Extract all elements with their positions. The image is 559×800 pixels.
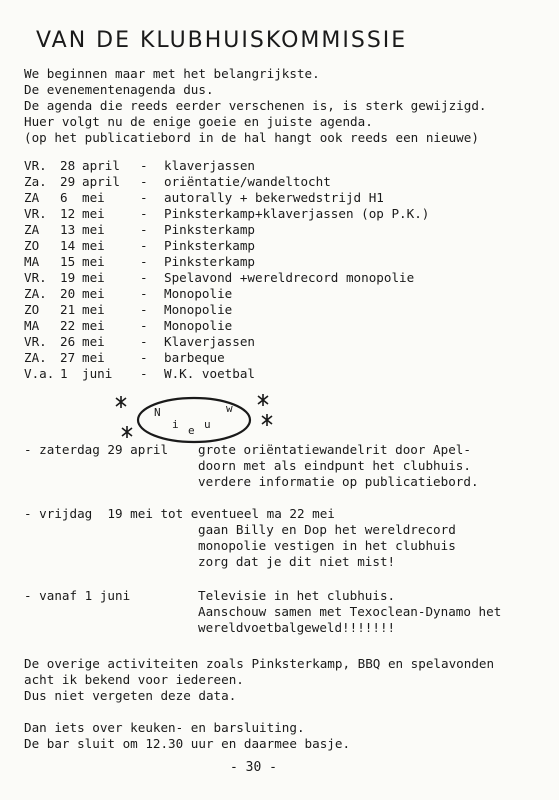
news-label: - vrijdag 19 mei tot eventueel ma 22 mei [24,506,335,521]
agenda-month: mei [82,334,105,349]
agenda-date: 1 [60,366,68,381]
agenda-activity: Pinksterkamp [164,222,255,237]
agenda-month: mei [82,350,105,365]
closing-line: De overige activiteiten zoals Pinksterkamp, BBQ en spelavonden [24,656,495,671]
agenda-date: 13 [60,222,76,237]
agenda-activity: Spelavond +wereldrecord monopolie [164,270,415,285]
agenda-dash: - [140,286,148,301]
agenda-day: ZA. [24,286,47,301]
agenda-dash: - [140,238,148,253]
agenda-day: ZA. [24,350,47,365]
agenda-activity: oriëntatie/wandeltocht [164,174,331,189]
agenda-month: april [82,158,120,173]
agenda-activity: Monopolie [164,302,233,317]
agenda-dash: - [140,206,148,221]
agenda-dash: - [140,302,148,317]
agenda-month: mei [82,318,105,333]
agenda-date: 29 [60,174,76,189]
stamp-letter: N [154,406,161,419]
agenda-day: MA [24,318,40,333]
agenda-dash: - [140,334,148,349]
agenda-dash: - [140,254,148,269]
stamp-letter: e [188,424,195,437]
agenda-dash: - [140,366,148,381]
agenda-month: mei [82,190,105,205]
agenda-activity: Pinksterkamp+klaverjassen (op P.K.) [164,206,430,221]
intro-line: De evenementenagenda dus. [24,82,214,97]
intro-line: We beginnen maar met het belangrijkste. [24,66,320,81]
agenda-dash: - [140,222,148,237]
agenda-date: 12 [60,206,76,221]
agenda-activity: W.K. voetbal [164,366,255,381]
stamp-letter: i [172,418,179,431]
news-text: verdere informatie op publicatiebord. [198,474,479,489]
agenda-month: mei [82,222,105,237]
intro-line: (op het publicatiebord in de hal hangt ook reeds een nieuwe) [24,130,479,145]
news-text: grote oriëntatiewandelrit door Apel- [198,442,471,457]
agenda-day: ZO [24,302,40,317]
agenda-dash: - [140,350,148,365]
agenda-date: 14 [60,238,76,253]
agenda-month: juni [82,366,113,381]
news-text: doorn met als eindpunt het clubhuis. [198,458,471,473]
agenda-activity: Monopolie [164,318,233,333]
page-title: VAN DE KLUBHUISKOMMISSIE [36,28,408,53]
agenda-date: 28 [60,158,76,173]
stamp-letter: u [204,418,211,431]
news-text: Aanschouw samen met Texoclean-Dynamo het [198,604,502,619]
agenda-day: Za. [24,174,47,189]
agenda-day: V.a. [24,366,55,381]
agenda-activity: Klaverjassen [164,334,255,349]
agenda-activity: Pinksterkamp [164,238,255,253]
agenda-month: mei [82,286,105,301]
agenda-day: ZO [24,238,40,253]
agenda-dash: - [140,174,148,189]
intro-line: De agenda die reeds eerder verschenen is, is sterk gewijzigd. [24,98,487,113]
agenda-activity: Pinksterkamp [164,254,255,269]
news-text: gaan Billy en Dop het wereldrecord [198,522,456,537]
agenda-date: 26 [60,334,76,349]
agenda-month: mei [82,238,105,253]
agenda-dash: - [140,158,148,173]
news-text: Televisie in het clubhuis. [198,588,396,603]
stamp-letter: w [226,402,233,415]
agenda-date: 19 [60,270,76,285]
agenda-date: 27 [60,350,76,365]
agenda-day: MA [24,254,40,269]
agenda-day: VR. [24,206,47,221]
agenda-activity: barbeque [164,350,225,365]
agenda-day: VR. [24,158,47,173]
news-text: wereldvoetbalgeweld!!!!!!! [198,620,396,635]
agenda-month: mei [82,206,105,221]
agenda-dash: - [140,318,148,333]
intro-line: Huer volgt nu de enige goeie en juiste agenda. [24,114,373,129]
closing-line: Dan iets over keuken- en barsluiting. [24,720,305,735]
news-label: - zaterdag 29 april [24,442,169,457]
agenda-month: mei [82,302,105,317]
agenda-activity: autorally + bekerwedstrijd H1 [164,190,384,205]
closing-line: Dus niet vergeten deze data. [24,688,237,703]
agenda-activity: klaverjassen [164,158,255,173]
agenda-date: 20 [60,286,76,301]
agenda-date: 21 [60,302,76,317]
news-label: - vanaf 1 juni [24,588,131,603]
agenda-date: 22 [60,318,76,333]
news-text: monopolie vestigen in het clubhuis [198,538,456,553]
agenda-date: 15 [60,254,76,269]
page-number: - 30 - [230,760,277,775]
agenda-dash: - [140,190,148,205]
agenda-day: ZA [24,222,40,237]
closing-line: De bar sluit om 12.30 uur en daarmee basje. [24,736,351,751]
agenda-activity: Monopolie [164,286,233,301]
agenda-month: april [82,174,120,189]
agenda-day: ZA [24,190,40,205]
agenda-day: VR. [24,334,47,349]
closing-line: acht ik bekend voor iedereen. [24,672,244,687]
news-text: zorg dat je dit niet mist! [198,554,396,569]
nieuw-stamp [112,388,282,448]
agenda-day: VR. [24,270,47,285]
agenda-date: 6 [60,190,68,205]
agenda-dash: - [140,270,148,285]
agenda-month: mei [82,254,105,269]
agenda-month: mei [82,270,105,285]
